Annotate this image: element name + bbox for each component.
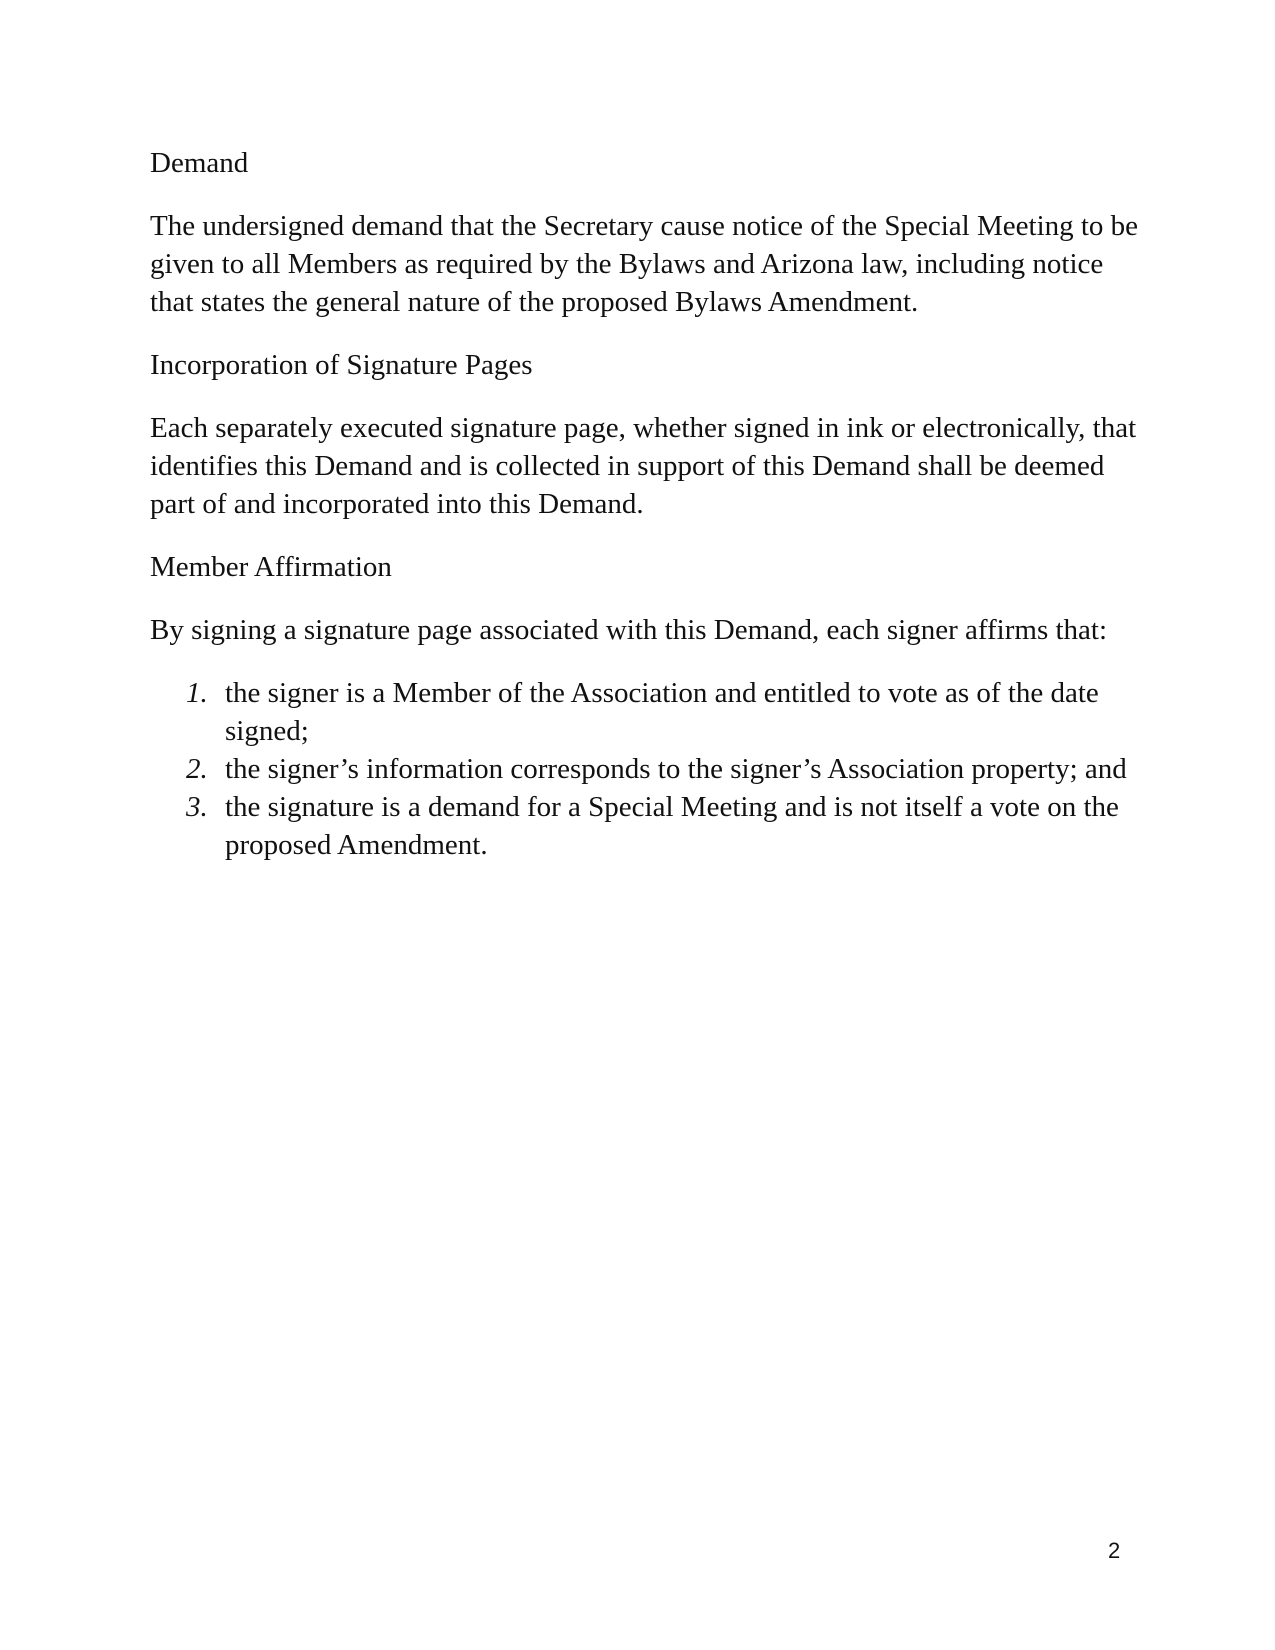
- list-item: [150, 674, 1140, 750]
- list-item-text: the signature is a demand for a Special Meeting and is not itself a vote on the proposed Amendment.: [225, 791, 1119, 861]
- section-heading-incorporation: Incorporation of Signature Pages: [150, 349, 533, 381]
- list-item: [150, 750, 1140, 788]
- list-item: [150, 788, 1140, 864]
- section-heading-member-affirmation: Member Affirmation: [150, 551, 392, 583]
- list-item-text: the signer’s information corresponds to the signer’s Association property; and: [225, 753, 1127, 785]
- list-item-number: 2.: [186, 753, 208, 785]
- demand-paragraph: The undersigned demand that the Secretary cause notice of the Special Meeting to be given to all Members as required by the Bylaws and Arizona law, including notice that states the general nature of the proposed Bylaws Amendment.: [150, 210, 1139, 318]
- incorporation-paragraph: Each separately executed signature page, whether signed in ink or electronically, that identifies this Demand and is collected in support of this Demand shall be deemed part of and incorporated into this Demand.: [150, 412, 1137, 520]
- section-heading-demand: Demand: [150, 147, 249, 179]
- affirmation-list: [150, 674, 1140, 864]
- page-content: [150, 144, 1140, 864]
- list-item-number: 1.: [186, 677, 208, 709]
- list-item-number: 3.: [186, 791, 208, 823]
- affirmation-intro-paragraph: By signing a signature page associated with this Demand, each signer affirms that:: [150, 614, 1108, 646]
- page-number: 2: [1108, 1538, 1121, 1563]
- list-item-text: the signer is a Member of the Association and entitled to vote as of the date signed;: [225, 677, 1099, 747]
